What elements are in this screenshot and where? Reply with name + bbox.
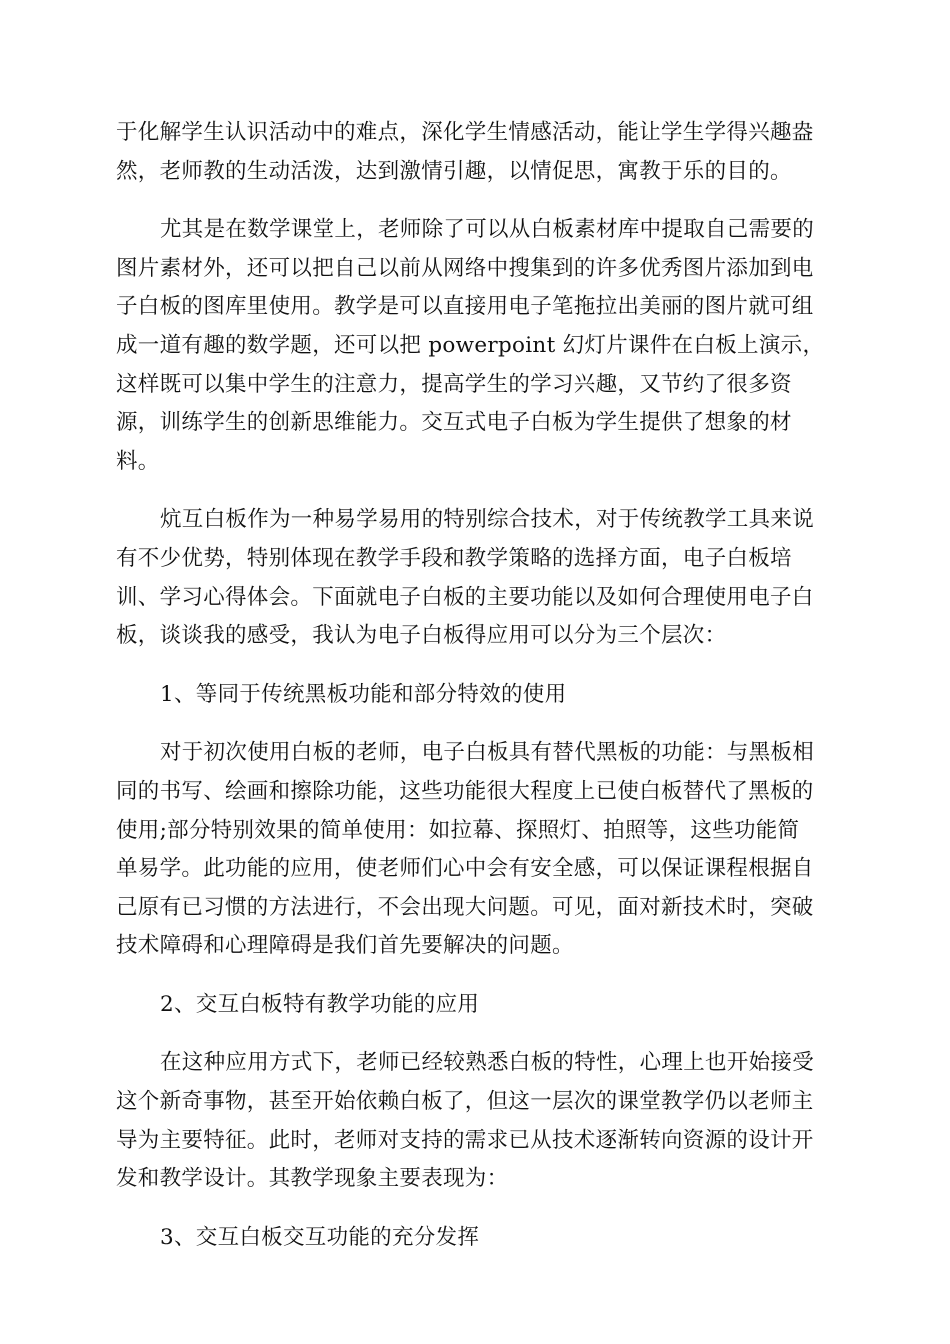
section-heading-3 <box>116 1219 836 1258</box>
section-heading-2 <box>116 986 836 1025</box>
text-line: 炕互白板作为一种易学易用的特别综合技术，对于传统教学工具来说 <box>160 507 815 533</box>
text-line: 发和教学设计。其教学现象主要表现为： <box>116 1166 509 1192</box>
text-line: 然，老师教的生动活泼，达到激情引趣，以情促思，寓教于乐的目的。 <box>116 158 792 184</box>
text-line: 尤其是在数学课堂上，老师除了可以从白板素材库中提取自己需要的 <box>160 217 815 243</box>
text-line: 成一道有趣的数学题，还可以把 powerpoint 幻灯片课件在白板上演示， <box>116 332 825 358</box>
text-line: 单易学。此功能的应用，使老师们心中会有安全感，可以保证课程根据自 <box>116 856 814 882</box>
text-line: 于化解学生认识活动中的难点，深化学生情感活动，能让学生学得兴趣盎 <box>116 120 814 145</box>
text-line: 3、交互白板交互功能的充分发挥 <box>160 1224 480 1250</box>
text-line: 板，谈谈我的感受，我认为电子白板得应用可以分为三个层次： <box>116 623 727 649</box>
text-line: 这个新奇事物，甚至开始依赖白板了，但这一层次的课堂教学仍以老师主 <box>116 1089 814 1115</box>
paragraph-2 <box>116 211 836 481</box>
text-line: 同的书写、绘画和擦除功能，这些功能很大程度上已使白板替代了黑板的 <box>116 778 814 804</box>
text-line: 图片素材外，还可以把自己以前从网络中搜集到的许多优秀图片添加到电 <box>116 255 814 281</box>
paragraph-4 <box>116 734 836 966</box>
paragraph-3 <box>116 501 836 655</box>
text-line: 技术障碍和心理障碍是我们首先要解决的问题。 <box>116 933 574 959</box>
text-line: 对于初次使用白板的老师，电子白板具有替代黑板的功能：与黑板相 <box>160 740 815 766</box>
text-line: 己原有已习惯的方法进行，不会出现大问题。可见，面对新技术时，突破 <box>116 894 814 920</box>
paragraph-1 <box>116 114 836 191</box>
text-line: 源，训练学生的创新思维能力。交互式电子白板为学生提供了想象的材 <box>116 410 792 436</box>
section-heading-1 <box>116 676 836 715</box>
text-line: 子白板的图库里使用。教学是可以直接用电子笔拖拉出美丽的图片就可组 <box>116 294 814 320</box>
text-line: 2、交互白板特有教学功能的应用 <box>160 991 480 1017</box>
text-line: 1、等同于传统黑板功能和部分特效的使用 <box>160 681 567 707</box>
text-line: 有不少优势，特别体现在教学手段和教学策略的选择方面，电子白板培 <box>116 545 792 571</box>
text-line: 在这种应用方式下，老师已经较熟悉白板的特性，心理上也开始接受 <box>160 1050 815 1076</box>
text-line: 这样既可以集中学生的注意力，提高学生的学习兴趣，又节约了很多资 <box>116 371 792 397</box>
text-line: 训、学习心得体会。下面就电子白板的主要功能以及如何合理使用电子白 <box>116 584 814 610</box>
paragraph-5 <box>116 1044 836 1198</box>
document-body <box>116 114 836 1257</box>
text-line: 导为主要特征。此时，老师对支持的需求已从技术逐渐转向资源的设计开 <box>116 1127 814 1153</box>
text-line: 料。 <box>116 448 160 474</box>
text-line: 使用;部分特别效果的简单使用：如拉幕、探照灯、拍照等，这些功能简 <box>116 817 800 843</box>
